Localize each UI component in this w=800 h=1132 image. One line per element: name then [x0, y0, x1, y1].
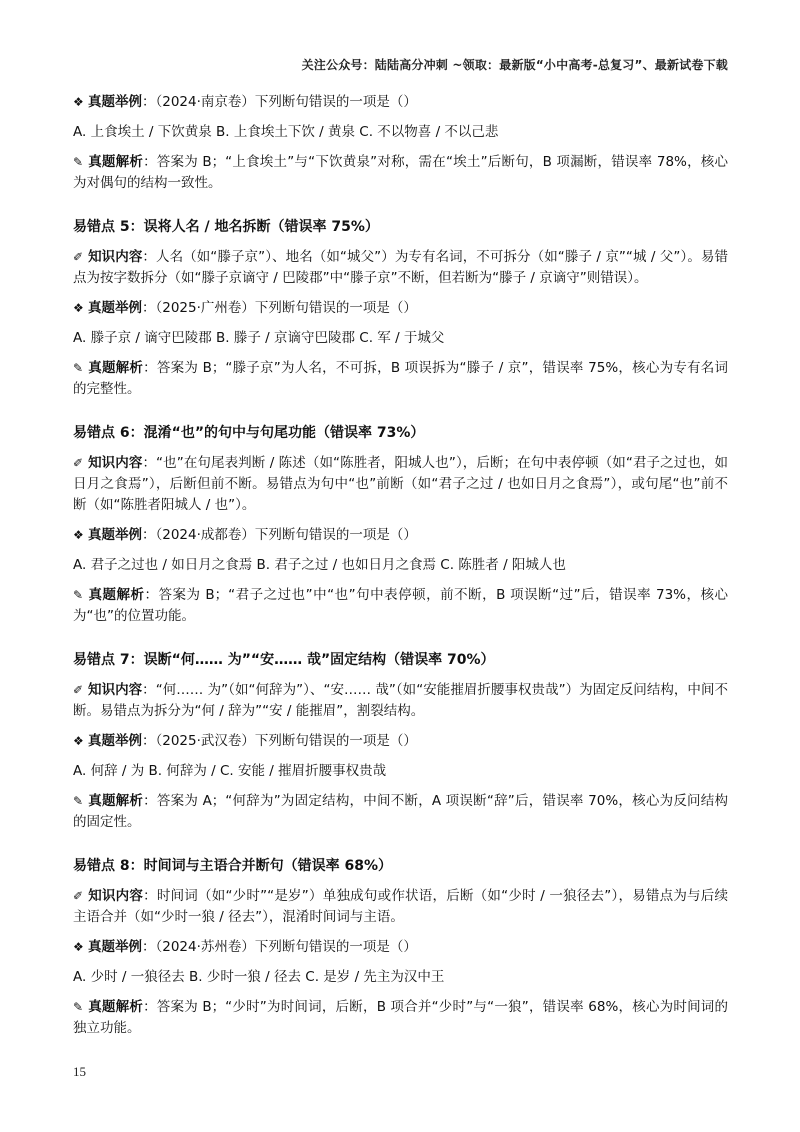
pen-icon: ✐: [73, 889, 84, 903]
example-label: 真题举例: [88, 733, 142, 749]
analysis-text: ：答案为 A；“何辞为”为固定结构，中间不断，A 项误断“辞”后，错误率 70%，核心为反问结构的固定性。: [73, 793, 729, 830]
pencil-icon: ✎: [73, 794, 84, 808]
page-number: 15: [73, 1064, 86, 1079]
pencil-icon: ✎: [73, 1000, 84, 1014]
intro-example: [73, 92, 728, 113]
knowledge-text: ：时间词（如“少时”“是岁”）单独成句或作状语，后断（如“少时 / 一狼径去”），易错点为与后续主语合并（如“少时一狼 / 径去”），混淆时间词与主语。: [73, 888, 729, 925]
knowledge-text: ：“也”在句尾表判断 / 陈述（如“陈胜者，阳城人也”），后断；在句中表停顿（如“君子之过也，如日月之食焉”），后断但前不断。易错点为句中“也”前断（如“君子之过 / 也如日月之食焉”），或句尾“也”前不断（如“陈胜者阳城人 / 也”）。: [73, 455, 729, 513]
analysis-label: 真题解析: [88, 154, 144, 170]
analysis-text: ：答案为 B；“少时”为时间词，后断，B 项合并“少时”与“一狼”，错误率 68%，核心为时间词的独立功能。: [73, 999, 728, 1036]
analysis-text: ：答案为 B；“君子之过也”中“也”句中表停顿，前不断，B 项误断“过”后，错误率 73%，核心为“也”的位置功能。: [73, 587, 728, 624]
example-label: 真题举例: [88, 527, 142, 543]
knowledge-content: [73, 247, 728, 289]
knowledge-content: [73, 453, 728, 516]
pencil-icon: ✎: [73, 155, 84, 169]
pen-icon: ✐: [73, 683, 84, 697]
knowledge-content: [73, 680, 728, 722]
diamond-bullet-icon: ❖: [73, 528, 84, 542]
knowledge-content: [73, 886, 728, 928]
analysis: [73, 358, 728, 400]
section-title: 易错点 6：混淆“也”的句中与句尾功能（错误率 73%）: [73, 425, 425, 441]
pen-icon: ✐: [73, 250, 84, 264]
analysis-text: ：答案为 B；“上食埃土”与“下饮黄泉”对称，需在“埃土”后断句，B 项漏断，错误率 78%，核心为对偶句的结构一致性。: [73, 154, 728, 191]
example-label: 真题举例: [88, 94, 142, 110]
pencil-icon: ✎: [73, 361, 84, 375]
knowledge-label: 知识内容: [88, 455, 143, 471]
knowledge-text: ：人名（如“滕子京”）、地名（如“城父”）为专有名词，不可拆分（如“滕子 / 京”“城 / 父”）。易错点为按字数拆分（如“滕子京谪守 / 巴陵郡”中“滕子京”不断，但若断为“滕子 / 京谪守”则错误）。: [73, 249, 728, 286]
example-options: A. 何辞 / 为 B. 何辞为 / C. 安能 / 摧眉折腰事权贵哉: [73, 763, 387, 779]
diamond-bullet-icon: ❖: [73, 95, 84, 109]
knowledge-label: 知识内容: [88, 249, 143, 265]
example-label: 真题举例: [88, 300, 142, 316]
knowledge-text: ：“何…… 为”（如“何辞为”）、“安…… 哉”（如“安能摧眉折腰事权贵哉”）为固定反问结构，中间不断。易错点为拆分为“何 / 辞为”“安 / 能摧眉”，割裂结构。: [73, 682, 728, 719]
example-options: A. 君子之过也 / 如日月之食焉 B. 君子之过 / 也如日月之食焉 C. 陈胜者 / 阳城人也: [73, 557, 566, 573]
intro-options: A. 上食埃土 / 下饮黄泉 B. 上食埃土下饮 / 黄泉 C. 不以物喜 / 不以己悲: [73, 124, 499, 140]
diamond-bullet-icon: ❖: [73, 734, 84, 748]
example-text: ：（2025·武汉卷）下列断句错误的一项是（）: [142, 733, 417, 749]
analysis: [73, 791, 728, 833]
diamond-bullet-icon: ❖: [73, 301, 84, 315]
pencil-icon: ✎: [73, 588, 84, 602]
document-body: [73, 92, 728, 1039]
page-header: 关注公众号：陆陆高分冲刺 ~领取：最新版“小中高考-总复习”、最新试卷下载: [301, 58, 728, 72]
analysis-label: 真题解析: [88, 999, 144, 1015]
example-question: [73, 937, 728, 958]
analysis-text: ：答案为 B；“滕子京”为人名，不可拆，B 项误拆为“滕子 / 京”，错误率 75%，核心为专有名词的完整性。: [73, 360, 729, 397]
section-title: 易错点 8：时间词与主语合并断句（错误率 68%）: [73, 858, 392, 874]
example-text: ：（2024·成都卷）下列断句错误的一项是（）: [142, 527, 417, 543]
pen-icon: ✐: [73, 456, 84, 470]
section-title: 易错点 5：误将人名 / 地名拆断（错误率 75%）: [73, 219, 379, 235]
analysis: [73, 997, 728, 1039]
example-text: ：（2025·广州卷）下列断句错误的一项是（）: [142, 300, 417, 316]
knowledge-label: 知识内容: [88, 888, 144, 904]
analysis-label: 真题解析: [88, 587, 145, 603]
example-question: [73, 298, 728, 319]
example-options: A. 滕子京 / 谪守巴陵郡 B. 滕子 / 京谪守巴陵郡 C. 军 / 于城父: [73, 330, 445, 346]
intro-analysis: [73, 152, 728, 194]
analysis-label: 真题解析: [88, 360, 144, 376]
example-question: [73, 525, 728, 546]
example-options: A. 少时 / 一狼径去 B. 少时一狼 / 径去 C. 是岁 / 先主为汉中王: [73, 969, 445, 985]
example-text: ：（2024·南京卷）下列断句错误的一项是（）: [142, 94, 417, 110]
example-text: ：（2024·苏州卷）下列断句错误的一项是（）: [142, 939, 417, 955]
example-question: [73, 731, 728, 752]
section-title: 易错点 7：误断“何…… 为”“安…… 哉”固定结构（错误率 70%）: [73, 652, 495, 668]
analysis-label: 真题解析: [88, 793, 144, 809]
example-label: 真题举例: [88, 939, 142, 955]
knowledge-label: 知识内容: [88, 682, 143, 698]
diamond-bullet-icon: ❖: [73, 940, 84, 954]
analysis: [73, 585, 728, 627]
